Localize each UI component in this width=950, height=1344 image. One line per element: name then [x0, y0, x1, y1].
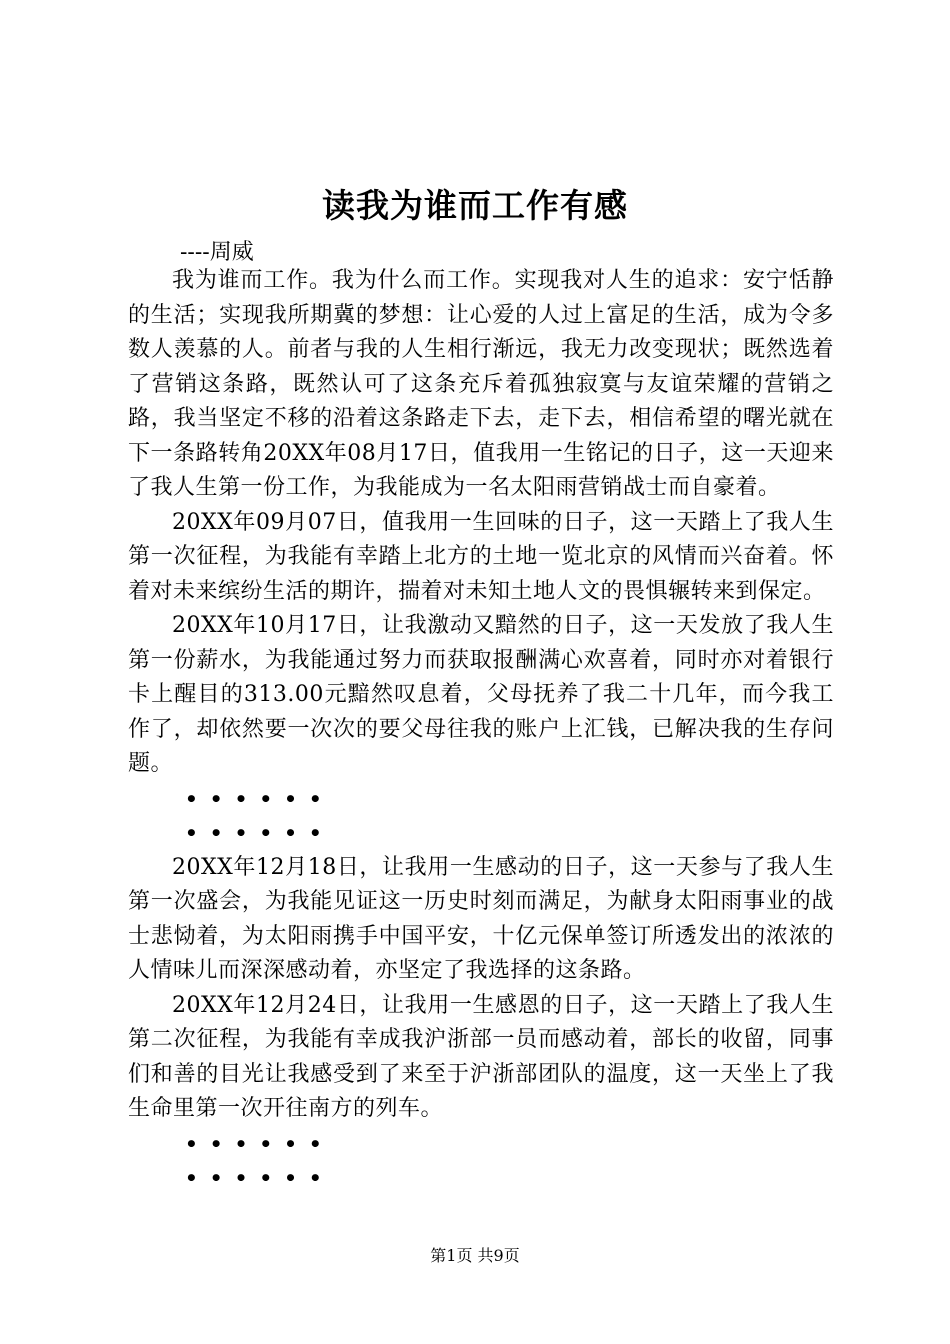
ellipsis-dots: ••••••: [185, 1131, 334, 1156]
paragraph: 20XX年12月18日，让我用一生感动的日子，这一天参与了我人生第一次盛会，为我能见证这一历史时刻而满足，为献身太阳雨事业的战士悲恸着，为太阳雨携手中国平安，十亿元保单签订所透发出的浓浓的人情味儿而深深感动着，亦坚定了我选择的这条路。: [128, 854, 834, 983]
ellipsis-dots: ••••••: [185, 786, 334, 811]
ellipsis-dots: ••••••: [185, 1166, 334, 1190]
document-title: 读我为谁而工作有感: [322, 186, 628, 225]
paragraph: 20XX年10月17日，让我激动又黯然的日子，这一天发放了我人生第一份薪水，为我能通过努力而获取报酬满心欢喜着，同时亦对着银行卡上醒目的313.00元黯然叹息着，父母抚养了我二十几年，而今我工作了，却依然要一次次的要父母往我的账户上汇钱，已解决我的生存问题。: [128, 613, 834, 776]
paragraph: 20XX年09月07日，值我用一生回味的日子，这一天踏上了我人生第一次征程，为我能有幸踏上北方的土地一览北京的风情而兴奋着。怀着对未来缤纷生活的期许，揣着对未知土地人文的畏惧辗转来到保定。: [128, 509, 834, 604]
author-line: ----周威: [180, 240, 254, 265]
document-body: [128, 264, 834, 1196]
ellipsis-dots: ••••••: [185, 821, 334, 845]
paragraph: 我为谁而工作。我为什么而工作。实现我对人生的追求：安宁恬静的生活；实现我所期冀的梦想：让心爱的人过上富足的生活，成为令多数人羡慕的人。前者与我的人生相行渐远，我无力改变现状；既然选着了营销这条路，既然认可了这条充斥着孤独寂寞与友谊荣耀的营销之路，我当坚定不移的沿着这条路走下去，走下去，相信希望的曙光就在下一条路转角20XX年08月17日，值我用一生铭记的日子，这一天迎来了我人生第一份工作，为我能成为一名太阳雨营销战士而自豪着。: [128, 268, 834, 500]
page-number-footer: 第1页 共9页: [430, 1246, 520, 1265]
paragraph: 20XX年12月24日，让我用一生感恩的日子，这一天踏上了我人生第二次征程，为我能有幸成我沪浙部一员而感动着，部长的收留，同事们和善的目光让我感受到了来至于沪浙部团队的温度，这一天坐上了我生命里第一次开往南方的列车。: [128, 992, 834, 1121]
